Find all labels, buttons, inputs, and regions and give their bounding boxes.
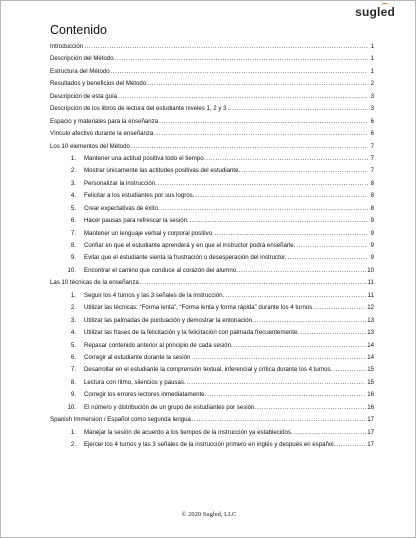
toc-entry-page: 11 — [367, 291, 374, 299]
toc-subentry[interactable] — [50, 377, 374, 389]
toc-entry-page: 8 — [370, 204, 374, 212]
toc-entry-title: Descripción del Método — [50, 55, 114, 63]
toc-entry-title: Vínculo afectivo durante la enseñanza — [50, 130, 154, 138]
toc-entry-number: 4. — [70, 329, 76, 337]
toc-subentry[interactable] — [50, 203, 374, 215]
toc-entry-title: Estructura del Método — [50, 67, 110, 75]
toc-entry[interactable] — [50, 128, 374, 140]
toc-entry-number: 6. — [70, 217, 76, 225]
toc-entry-page: 16 — [367, 391, 374, 399]
toc-dot-leader — [195, 190, 368, 202]
toc-entry-title: Spanish Immersion / Español como segunda lengua — [50, 416, 191, 424]
toc-entry-number: 8. — [70, 242, 76, 249]
toc-entry-number: 1. — [70, 428, 76, 436]
toc-subentry[interactable] — [50, 327, 374, 339]
toc-entry-number: 8. — [70, 378, 76, 386]
toc-entry-number: 1. — [70, 154, 76, 162]
toc-entry[interactable] — [50, 277, 374, 289]
toc-entry-page: 17 — [367, 416, 374, 424]
toc-entry-page: 16 — [367, 403, 374, 411]
toc-dot-leader — [159, 116, 368, 128]
toc-entry-number: 10. — [67, 266, 76, 274]
toc-entry-number: 6. — [70, 353, 76, 361]
toc-entry-number: 2. — [70, 304, 76, 312]
toc-subentry[interactable] — [50, 228, 374, 240]
toc-entry-title: Espacio y materiales para la enseñanza — [50, 117, 159, 125]
toc-entry-title: Encontrar el camino que conduce al corazón del alumno. — [84, 266, 238, 274]
toc-entry-number: 5. — [70, 204, 76, 212]
toc-entry-page: 3 — [370, 105, 374, 113]
toc-entry-number: 9. — [70, 391, 76, 399]
toc-entry[interactable] — [50, 414, 374, 426]
toc-entry-title: Las 10 técnicas de la enseñanza — [50, 279, 139, 287]
toc-entry-page: 1 — [370, 67, 374, 75]
table-of-contents — [50, 41, 374, 451]
toc-entry-number: 7. — [70, 229, 76, 237]
toc-subentry[interactable] — [50, 352, 374, 364]
toc-subentry[interactable] — [50, 402, 374, 414]
toc-entry[interactable] — [50, 78, 374, 90]
page-title: Contenido — [50, 23, 107, 37]
toc-entry-number: 3. — [70, 179, 76, 187]
toc-entry[interactable] — [50, 66, 374, 78]
copyright-footer: © 2020 Sugled, LLC — [181, 511, 237, 518]
toc-entry-page: 9 — [370, 217, 374, 225]
toc-entry-number: 4. — [70, 192, 76, 200]
toc-subentry[interactable] — [50, 190, 374, 202]
toc-entry-page: 9 — [370, 242, 374, 249]
toc-entry-title: Lectura con ritmo, silencios y pausas. — [84, 378, 186, 386]
toc-subentry[interactable] — [50, 290, 374, 302]
toc-subentry[interactable] — [50, 252, 374, 264]
toc-entry-number: 9. — [70, 254, 76, 262]
toc-entry[interactable] — [50, 103, 374, 115]
toc-entry-title: El número y distribución de un grupo de estudiantes por sesión. — [84, 403, 257, 411]
toc-dot-leader — [118, 91, 368, 103]
toc-entry-number: 3. — [70, 316, 76, 324]
toc-dot-leader — [241, 165, 368, 177]
toc-dot-leader — [255, 315, 367, 327]
toc-entry-page: 12 — [367, 304, 374, 312]
toc-dot-leader — [158, 178, 368, 190]
toc-entry-page: 2 — [370, 80, 374, 88]
toc-entry-title: Ejercer los 4 turnos y las 3 señales de la instrucción primero en inglés y después en español. — [84, 441, 336, 448]
toc-entry-title: Mostrar únicamente las actitudes positivas del estudiante. — [84, 167, 241, 175]
toc-entry-title: Manejar la sesión de acuerdo a los tiempos de la instrucción ya establecidos. — [84, 428, 293, 436]
toc-entry-page: 7 — [370, 154, 374, 162]
sugled-logo — [355, 5, 395, 19]
toc-entry[interactable] — [50, 41, 374, 53]
toc-subentry[interactable] — [50, 439, 374, 451]
logo-text-e: e — [380, 5, 388, 19]
logo-text-start: sugl — [355, 5, 381, 19]
toc-entry-title: Mantener un lenguaje verbal y corporal positivo. — [84, 229, 214, 237]
toc-entry-number: 10. — [67, 403, 76, 411]
toc-entry-title: Felicitar a los estudiantes por sus logros. — [84, 192, 195, 200]
toc-entry-title: Utilizar las técnicas: “Forma lenta”, “Forma lenta y forma rápida” durante los 4 turnos. — [84, 304, 314, 312]
toc-subentry[interactable] — [50, 240, 374, 252]
toc-dot-leader — [300, 327, 366, 339]
toc-subentry[interactable] — [50, 178, 374, 190]
toc-entry-page: 13 — [367, 316, 374, 324]
toc-entry-page: 6 — [370, 117, 374, 125]
toc-dot-leader — [294, 427, 367, 439]
toc-entry-title: Personalizar la instrucción. — [84, 179, 157, 187]
toc-entry-page: 15 — [367, 378, 374, 386]
toc-entry-page: 11 — [367, 279, 374, 287]
toc-entry-title: Utilizar las palmadas de puntuación y demostrar la entonación. — [84, 316, 254, 324]
toc-dot-leader — [239, 265, 366, 277]
toc-entry-page: 3 — [370, 92, 374, 100]
toc-entry-number: 7. — [70, 366, 76, 374]
toc-entry-title: Crear expectativas de éxito. — [84, 204, 160, 212]
toc-entry[interactable] — [50, 53, 374, 65]
toc-entry-page: 9 — [370, 229, 374, 237]
toc-entry-page: 17 — [367, 428, 374, 436]
toc-entry-page: 10 — [367, 266, 374, 274]
toc-dot-leader — [192, 414, 366, 426]
toc-entry-number: 1. — [70, 291, 76, 299]
toc-dot-leader — [84, 41, 368, 53]
toc-entry-title: Corregir los errores lectores inmediatamente. — [84, 391, 207, 399]
toc-dot-leader — [336, 439, 366, 451]
toc-dot-leader — [333, 364, 366, 376]
toc-subentry[interactable] — [50, 364, 374, 376]
toc-entry-page: 17 — [367, 441, 374, 448]
toc-dot-leader — [140, 277, 367, 289]
toc-entry-title: Confiar en que el estudiante aprenderá y en que el instructor podrá enseñarle. — [84, 242, 296, 249]
toc-entry[interactable] — [50, 116, 374, 128]
toc-entry-page: 8 — [370, 192, 374, 200]
toc-entry-title: Introducción — [50, 43, 84, 50]
toc-entry-title: Corregir al estudiante durante la sesión — [84, 353, 191, 361]
toc-subentry[interactable] — [50, 302, 374, 314]
toc-dot-leader — [187, 377, 367, 389]
toc-dot-leader — [154, 128, 368, 140]
toc-entry-page: 15 — [367, 366, 374, 374]
toc-entry-page: 1 — [370, 55, 374, 63]
toc-subentry[interactable] — [50, 427, 374, 439]
toc-dot-leader — [227, 103, 368, 115]
toc-entry-title: Mantener una actitud positiva todo el tiempo. — [84, 154, 206, 162]
toc-entry-page: 8 — [370, 179, 374, 187]
toc-entry-title: Los 10 elementos del Método — [50, 142, 130, 150]
toc-entry-title: Descripción de esta guía — [50, 92, 118, 100]
toc-dot-leader — [234, 340, 367, 352]
toc-subentry[interactable] — [50, 153, 374, 165]
toc-dot-leader — [207, 389, 366, 401]
toc-entry-title: Descripción de los libros de lectura del estudiante niveles 1, 2 y 3 — [50, 105, 227, 113]
toc-dot-leader — [131, 141, 368, 153]
toc-subentry[interactable] — [50, 389, 374, 401]
toc-entry-title: Hacer pausas para refrescar la sesión. — [84, 217, 189, 225]
toc-subentry[interactable] — [50, 265, 374, 277]
toc-entry-title: Resultados y beneficios del Método — [50, 80, 147, 88]
toc-entry-page: 1 — [370, 43, 374, 50]
toc-entry-page: 14 — [367, 341, 374, 349]
toc-dot-leader — [288, 252, 368, 264]
toc-entry-page: 13 — [367, 329, 374, 337]
toc-entry-number: 2. — [70, 441, 76, 448]
toc-entry-title: Seguir los 4 turnos y las 3 señales de la instrucción. — [84, 291, 225, 299]
toc-subentry[interactable] — [50, 340, 374, 352]
toc-entry[interactable] — [50, 141, 374, 153]
toc-subentry[interactable] — [50, 315, 374, 327]
toc-entry-page: 7 — [370, 167, 374, 175]
toc-dot-leader — [115, 53, 368, 65]
toc-dot-leader — [161, 203, 368, 215]
toc-entry-page: 14 — [367, 353, 374, 361]
toc-dot-leader — [296, 240, 368, 252]
toc-entry-number: 2. — [70, 167, 76, 175]
toc-entry-number: 5. — [70, 341, 76, 349]
logo-text-end: d — [387, 5, 395, 19]
toc-entry-title: Desarrollar en el estudiante la comprensión textual, inferencial y crítica durante los 4 turnos. — [84, 366, 333, 374]
toc-subentry[interactable] — [50, 165, 374, 177]
toc-subentry[interactable] — [50, 215, 374, 227]
toc-entry-page: 6 — [370, 130, 374, 138]
toc-entry-title: Utilizar las frases de la felicitación y la felicitación con palmada frecuentemente. — [84, 329, 300, 337]
toc-dot-leader — [111, 66, 368, 78]
toc-entry-title: Repasar contenido anterior al principio de cada sesión. — [84, 341, 233, 349]
toc-dot-leader — [215, 228, 368, 240]
toc-dot-leader — [191, 352, 366, 364]
toc-dot-leader — [257, 402, 366, 414]
toc-entry[interactable] — [50, 91, 374, 103]
toc-entry-title: Evitar que el estudiante sienta la frustración o desesperación del instructor. — [84, 254, 287, 262]
toc-dot-leader — [206, 153, 368, 165]
toc-dot-leader — [315, 302, 366, 314]
toc-dot-leader — [147, 78, 368, 90]
toc-dot-leader — [225, 290, 366, 302]
toc-entry-page: 7 — [370, 142, 374, 150]
toc-dot-leader — [190, 215, 368, 227]
toc-entry-page: 9 — [370, 254, 374, 262]
